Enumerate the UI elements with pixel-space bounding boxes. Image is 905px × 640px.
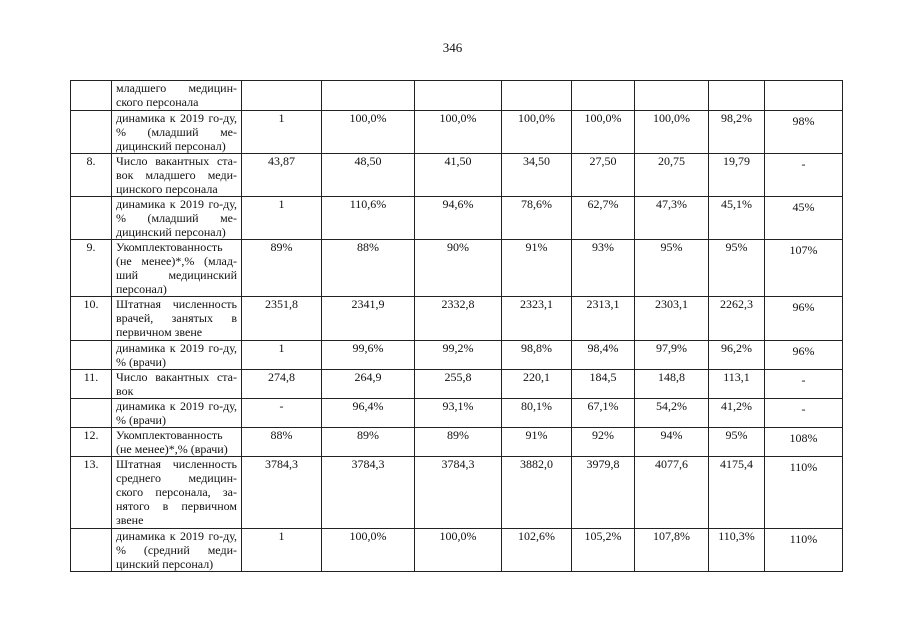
value-cell: -	[765, 370, 843, 399]
value-cell: 98%	[765, 111, 843, 154]
table-row	[71, 370, 843, 399]
row-number-cell: 13.	[71, 457, 112, 529]
value-cell: 274,8	[242, 370, 322, 399]
value-cell: 48,50	[322, 154, 415, 197]
indicator-name-cell: динамика к 2019 го-ду, % (средний меди-цинский персонал)	[112, 529, 242, 572]
value-cell: 2341,9	[322, 297, 415, 341]
value-cell: 41,2%	[709, 399, 765, 428]
value-cell: 96,4%	[322, 399, 415, 428]
value-cell: -	[765, 399, 843, 428]
value-cell: 184,5	[572, 370, 635, 399]
value-cell: 27,50	[572, 154, 635, 197]
value-cell: 97,9%	[635, 341, 709, 370]
value-cell: 93%	[572, 240, 635, 297]
table-body	[71, 81, 843, 572]
row-number-cell	[71, 111, 112, 154]
value-cell: 43,87	[242, 154, 322, 197]
value-cell: 94%	[635, 428, 709, 457]
table-row	[71, 154, 843, 197]
value-cell	[635, 81, 709, 111]
value-cell: 2262,3	[709, 297, 765, 341]
row-number-cell: 12.	[71, 428, 112, 457]
value-cell: 99,2%	[415, 341, 502, 370]
value-cell: -	[765, 154, 843, 197]
value-cell: 4175,4	[709, 457, 765, 529]
value-cell	[502, 81, 572, 111]
indicator-name-cell: младшего медицин-ского персонала	[112, 81, 242, 111]
value-cell: 47,3%	[635, 197, 709, 240]
row-number-cell	[71, 81, 112, 111]
table-row	[71, 529, 843, 572]
value-cell: 93,1%	[415, 399, 502, 428]
value-cell: 96%	[765, 341, 843, 370]
row-number-cell	[71, 197, 112, 240]
value-cell: 100,0%	[502, 111, 572, 154]
value-cell: 19,79	[709, 154, 765, 197]
value-cell: 3784,3	[415, 457, 502, 529]
value-cell: 2351,8	[242, 297, 322, 341]
value-cell: 80,1%	[502, 399, 572, 428]
value-cell	[572, 81, 635, 111]
value-cell: 100,0%	[572, 111, 635, 154]
value-cell: 105,2%	[572, 529, 635, 572]
indicator-name-cell: динамика к 2019 го-ду, % (врачи)	[112, 399, 242, 428]
value-cell: 3882,0	[502, 457, 572, 529]
row-number-cell	[71, 399, 112, 428]
value-cell: 96,2%	[709, 341, 765, 370]
value-cell: 54,2%	[635, 399, 709, 428]
indicator-table	[70, 80, 843, 572]
value-cell: 100,0%	[415, 529, 502, 572]
row-number-cell: 8.	[71, 154, 112, 197]
indicator-name-cell: динамика к 2019 го-ду, % (младший ме-дицинский персонал)	[112, 197, 242, 240]
value-cell: 110,6%	[322, 197, 415, 240]
value-cell: 91%	[502, 428, 572, 457]
value-cell: 148,8	[635, 370, 709, 399]
value-cell: 89%	[415, 428, 502, 457]
value-cell: 45%	[765, 197, 843, 240]
indicator-name-cell: динамика к 2019 го-ду, % (врачи)	[112, 341, 242, 370]
value-cell: 78,6%	[502, 197, 572, 240]
value-cell: 45,1%	[709, 197, 765, 240]
value-cell: 95%	[709, 240, 765, 297]
row-number-cell	[71, 529, 112, 572]
value-cell: 100,0%	[415, 111, 502, 154]
value-cell: 110,3%	[709, 529, 765, 572]
value-cell: 102,6%	[502, 529, 572, 572]
value-cell	[709, 81, 765, 111]
value-cell: 94,6%	[415, 197, 502, 240]
table-row	[71, 341, 843, 370]
indicator-name-cell: Укомплектованность (не менее)*,% (врачи)	[112, 428, 242, 457]
value-cell: 110%	[765, 529, 843, 572]
value-cell: 255,8	[415, 370, 502, 399]
value-cell: 110%	[765, 457, 843, 529]
value-cell: 2313,1	[572, 297, 635, 341]
value-cell: 98,4%	[572, 341, 635, 370]
value-cell: 107,8%	[635, 529, 709, 572]
row-number-cell	[71, 341, 112, 370]
value-cell: 95%	[709, 428, 765, 457]
table-row	[71, 399, 843, 428]
value-cell: 100,0%	[322, 111, 415, 154]
value-cell: 3979,8	[572, 457, 635, 529]
indicator-name-cell: Число вакантных ста-вок младшего меди-цинского персонала	[112, 154, 242, 197]
table-row	[71, 457, 843, 529]
value-cell	[242, 81, 322, 111]
indicator-name-cell: Число вакантных ста-вок	[112, 370, 242, 399]
value-cell: 107%	[765, 240, 843, 297]
row-number-cell: 10.	[71, 297, 112, 341]
value-cell: 2303,1	[635, 297, 709, 341]
value-cell: 100,0%	[635, 111, 709, 154]
value-cell: 88%	[322, 240, 415, 297]
value-cell: 98,2%	[709, 111, 765, 154]
value-cell: 88%	[242, 428, 322, 457]
indicator-name-cell: Штатная численность среднего медицин-ского персонала, за-нятого в первичном звене	[112, 457, 242, 529]
value-cell: 3784,3	[322, 457, 415, 529]
value-cell: -	[242, 399, 322, 428]
value-cell	[322, 81, 415, 111]
value-cell: 2332,8	[415, 297, 502, 341]
value-cell: 2323,1	[502, 297, 572, 341]
page-number: 346	[442, 40, 463, 55]
value-cell: 95%	[635, 240, 709, 297]
value-cell: 264,9	[322, 370, 415, 399]
row-number-cell: 9.	[71, 240, 112, 297]
value-cell: 67,1%	[572, 399, 635, 428]
value-cell: 4077,6	[635, 457, 709, 529]
indicator-name-cell: Укомплектованность (не менее)*,% (млад-ший медицинский персонал)	[112, 240, 242, 297]
value-cell: 90%	[415, 240, 502, 297]
value-cell: 220,1	[502, 370, 572, 399]
value-cell: 62,7%	[572, 197, 635, 240]
value-cell: 89%	[242, 240, 322, 297]
value-cell: 98,8%	[502, 341, 572, 370]
row-number-cell: 11.	[71, 370, 112, 399]
value-cell: 20,75	[635, 154, 709, 197]
table-row	[71, 297, 843, 341]
value-cell: 34,50	[502, 154, 572, 197]
table-row	[71, 81, 843, 111]
value-cell: 89%	[322, 428, 415, 457]
table-row	[71, 428, 843, 457]
value-cell: 1	[242, 197, 322, 240]
indicator-name-cell: динамика к 2019 го-ду, % (младший ме-дицинский персонал)	[112, 111, 242, 154]
value-cell: 108%	[765, 428, 843, 457]
value-cell: 100,0%	[322, 529, 415, 572]
indicator-name-cell: Штатная численность врачей, занятых в первичном звене	[112, 297, 242, 341]
value-cell: 113,1	[709, 370, 765, 399]
value-cell: 41,50	[415, 154, 502, 197]
value-cell: 3784,3	[242, 457, 322, 529]
value-cell: 91%	[502, 240, 572, 297]
value-cell	[765, 81, 843, 111]
value-cell: 92%	[572, 428, 635, 457]
value-cell: 96%	[765, 297, 843, 341]
value-cell: 99,6%	[322, 341, 415, 370]
table-row	[71, 240, 843, 297]
value-cell: 1	[242, 111, 322, 154]
value-cell: 1	[242, 529, 322, 572]
table-row	[71, 197, 843, 240]
value-cell	[415, 81, 502, 111]
value-cell: 1	[242, 341, 322, 370]
table-row	[71, 111, 843, 154]
